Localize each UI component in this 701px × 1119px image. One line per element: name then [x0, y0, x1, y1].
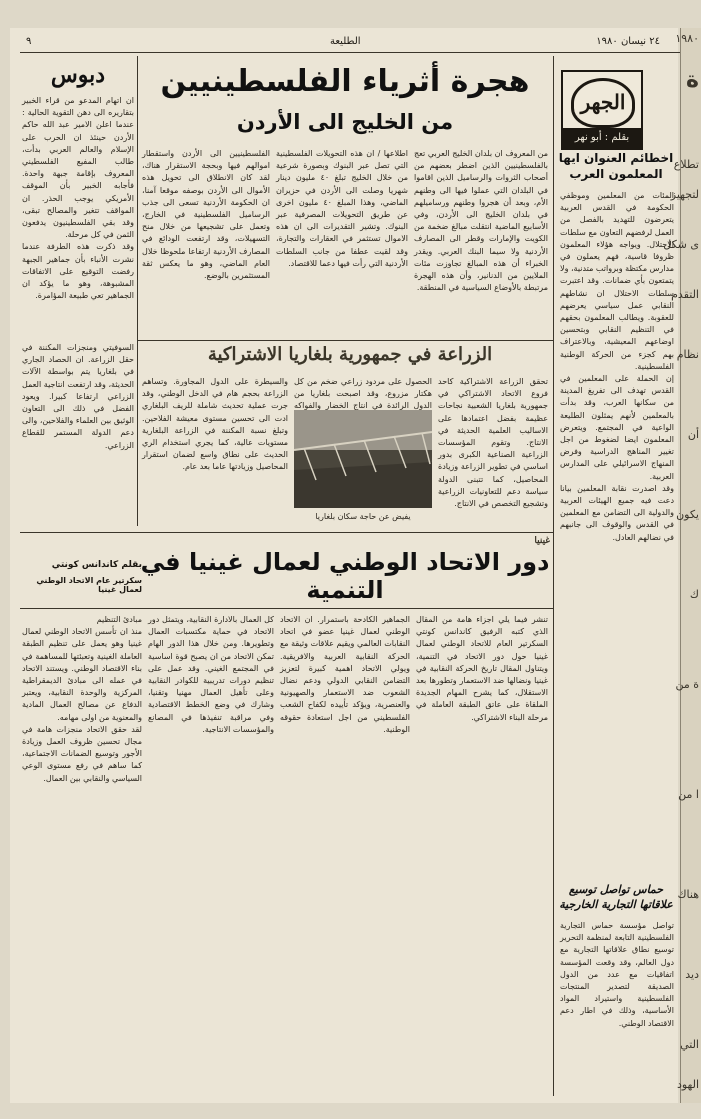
agri-col-mid: الحصول على مردود زراعي ضخم من كل هكتار مزروع، وقد اصبحت بلغاريا من الدول الرائدة في انتاج الخضار والفواكه [294, 377, 432, 411]
guinea-headline: دور الاتحاد الوطني لعمال غينيا في التنمية [140, 548, 550, 604]
edge-date: ١٩٨٠ [675, 32, 699, 45]
hijra-headline: هجرة أثرياء الفلسطينيين [160, 64, 530, 99]
edge-fragment: أن [687, 428, 699, 441]
dabous-text: ان اتهام المدعو من قراء الخبير بتقاريره الى دهن التقوية الحالية : عندما اعلن الامير عبد الله حاكم الأردن حينئذ ان الحرب على الإسلام والعالم العربي بدأت، طالب المفيع الفلسطيني المعروف بإقامة جبهة واحدة. فأجابه الخبير بأن الموقف الأمريكي يوجب الحذر. ان المواقف تتغير والمصالح تبقى، وقد بقي الفلسطينيون يدفعون الثمن في كل مرحلة. وقد ذكرت هذه الطرفة عندما نشرت الأنباء بأن جماهير الجبهة رفضت التوقيع على الاتفاقات المشبوهة، وهو ما يؤكد ان الجماهير تعي طبيعة المؤامرة. [22, 96, 134, 301]
dabous-title: دبوس [50, 62, 106, 88]
edge-fragment: يكون [676, 508, 699, 521]
agri-col-right: تحقق الزراعة الاشتراكية كاحد فروع الاتحاد الاشتراكي في جمهورية بلغاريا الشعبية نجاحات عظيمة بفضل اعتمادها على الاساليب العلمية الحديثة في الانتاج. وتقوم المؤسسات الزراعية الصناعية الكبرى بدور اساسي في تطوير الزراعة وزيادة المحاصيل، كما تتبنى الدولة سياسة دعم للتعاونيات الزراعية وتشجيع التخصص في الانتاج. [438, 377, 548, 509]
guinea-byline: بقلم كاندانس كونتي [51, 560, 142, 570]
edge-fragment: نظام [676, 348, 699, 361]
section-rule [20, 608, 553, 609]
logo-byline: بقلم : أبو نهر [563, 128, 641, 148]
edge-fragment: ى شكل [663, 238, 699, 251]
irrigation-photo-drawing [294, 410, 432, 508]
guinea-col-2: كل العمال بالادارة النقابية، ويتمثل دور الاتحاد في حماية مكتسبات العمال وتطويرها. ومن خلال هذا الدور الهام تمكن الاتحاد من ان يصبح قوة اساسية في المجتمع الغيني. وقد عمل على تنظيم دورات تدريبية للكوادر النقابية وعلى تأهيل العمال مهنيا وتقنيا، وشارك في وضع الخطط الاقتصادية وفي مراقبة تنفيذها في المصانع والمؤسسات الانتاجية. [148, 615, 274, 734]
hijra-subheadline: من الخليج الى الأردن [236, 110, 454, 134]
guinea-byline-role: سكرتير عام الاتحاد الوطني لعمال غينيا [36, 576, 142, 594]
agri-col-extra: السوفيتي ومنجزات المكننة في حقل الزراعة. ان الحصاد الجاري في بلغاريا يتم بواسطة الآلات الحديثة، وقد ارتفعت انتاجية العمل الزراعي ارتفاعا كبيرا. ويعود الفضل في ذلك الى التعاون الوثيق بين العلماء والفلاحين، والى دعم الدولة المستمر للقطاع الزراعي. [22, 343, 134, 450]
issue-date: ٢٤ نيسان ١٩٨٠ [596, 36, 660, 47]
column-logo [561, 70, 643, 150]
section-rule [138, 340, 553, 341]
logo-mark: الجهر [571, 78, 635, 128]
hijra-col-left: الفلسطينيين الى الأردن واستقطار اموالهم فيها وبحجة الاستقرار هناك، لقد كان الانطلاق الى تحويل هذه الأموال الى الأردن بوصفه موقعا آمنا، ان الحكومة الأردنية تسعى الى جذب الرساميل الفلسطينية في الخارج، وتعمل على تشجيعها من خلال منح التسهيلات، وقد ارتفعت الودائع في المصارف الأردنية ارتفاعا ملحوظا خلال العام الماضي، وهو ما يعكس ثقة المستثمرين بالوضع. [142, 149, 270, 281]
edge-fragment: تطلاع [673, 158, 699, 171]
hijra-col-mid: اطلاعها / ان هذه التحويلات الفلسطينية التي تصل عبر البنوك وبصورة شرعية من خلال الخليج تبلغ ٤٠ مليون دينار شهريا وصلت الى الأردن في حزيران الماضي، وهذا المبلغ ٤٠ مليون اخرى عن طريق التحويلات المصرفية عبر البنوك. وتشير التقديرات الى ان هذه الاموال تستثمر في العقارات والتجارة، وقد لقيت عطفا من جانب السلطات الأردنية التي رأت فيها دعما للاقتصاد. [276, 149, 408, 268]
column-rule [137, 56, 138, 526]
agri-col-left: والسيطرة على الدول المجاورة. وتساهم الزراعة بحجم هام في الدخل الوطني، وقد جرت عملية تحديث شاملة للريف البلغاري ادت الى تحسين مستوى معيشة الفلاحين. وتبلغ نسبة المكننة في الزراعة البلغارية مستويات عالية، كما يجري استخدام الري الحديث على نطاق واسع لضمان استقرار المحاصيل وزيادتها عاما بعد عام. [142, 377, 288, 472]
guinea-col-1: مبادئ التنظيم منذ ان تأسس الاتحاد الوطني لعمال غينيا وهو يعمل على تنظيم الطبقة العاملة الغينية وتعبئتها للمساهمة في بناء الاقتصاد الوطني. ويستند الاتحاد في عمله الى مبادئ الديمقراطية المركزية والوحدة النقابية، ويعتبر الدفاع عن مصالح العمال المادية والمعنوية من اولى مهامه. لقد حقق الاتحاد منجزات هامة في مجال تحسين ظروف العمل وزيادة الأجور وتوسيع الضمانات الاجتماعية، كما ساهم في رفع مستوى الوعي السياسي والنقابي بين العمال. [22, 615, 142, 783]
irrigation-photo [294, 410, 432, 508]
hijra-col-right: من المعروف ان بلدان الخليج العربي تعج بالفلسطينيين الذين اضطر بعضهم من أصحاب الثروات والرساميل الذين اقاموا في البلدان التي عملوا فيها الى وطنهم الأم، وبعد أن هجروا وطنهم ورساميلهم في بلدان الخليج الى الأردن، وفي الأسابيع الماضية انتقلت مبالغ ضخمة من الكويت والإمارات وقطر الى المصارف الأردنية ولا سيما البنك العربي. ويقدر الخبراء أن هذه المبالغ تجاوزت مئات الملايين من الدنانير، وأن هذه الهجرة مرتبطة بالأوضاع السياسية في المنطقة. [414, 149, 548, 293]
edge-fragment: التقدم [671, 288, 699, 301]
edge-fragment: ديد [685, 968, 699, 981]
edge-fragment: ة من [675, 678, 699, 691]
page-header [20, 28, 680, 53]
edge-fragment: الهود [676, 1078, 699, 1091]
section-mark: غينيا [534, 536, 550, 546]
column-rule [553, 56, 554, 1096]
edge-letter: ة [686, 68, 699, 93]
teachers-text: المئات من المعلمين وموظفي الحكومة في القدس العربية يتعرضون للتهديد بالفصل من العمل لرفضهم التعاون مع سلطات الاحتلال. ويواجه هؤلاء المعلمون ظروفا قاسية، فهم يعملون في مدارس مكتظة وبرواتب متدنية، ولا يتمتعون بأي ضمانات. وقد اعتبرت سلطات الاحتلال ان نشاطهم النقابي عمل سياسي يعرضهم للعقوبة. ويطالب المعلمون بحقهم في التنظيم النقابي وبتحسين اوضاعهم المعيشية، وبالاعتراف بهم كجزء من الحركة الوطنية الفلسطينية. إن الحملة على المعلمين في القدس تهدف الى تفريغ المدينة من سكانها العرب، وقد بدأت بالمعلمين لأنهم يمثلون الطليعة الواعية في المجتمع. ويتعرض المعلمون ايضا لضغوط من اجل تغيير المناهج الدراسية وفرض المنهاج الاسرائيلي على المدارس العربية. وقد اصدرت نقابة المعلمين بيانا دعت فيه جميع الهيئات العربية والدولية الى التضامن مع المعلمين في القدس والوقوف الى جانبهم في نضالهم العادل. [560, 191, 674, 542]
edge-fragment: ا من [678, 788, 699, 801]
section-name: الطليعة [330, 36, 361, 47]
photo-caption: يفيض عن حاجة سكان بلغاريا [315, 512, 411, 521]
adjacent-page-edge [663, 28, 701, 1103]
page-number: ٩ [26, 36, 32, 47]
guinea-col-3: الجماهير الكادحة باستمرار. ان الاتحاد الوطني لعمال غينيا عضو في اتحاد النقابات العالمي ويقيم علاقات وثيقة مع الحركة النقابية العربية والافريقية. ويولي الاتحاد اهمية كبيرة لتعزيز التضامن النقابي الدولي ودعم نضال الشعوب ضد الاستعمار والصهيونية والعنصرية، ويؤكد تأييده لكفاح الشعب الفلسطيني من اجل استعادة حقوقه الوطنية. [280, 615, 410, 734]
hamas-text: تواصل مؤسسة حماس التجارية الفلسطينية التابعة لمنظمة التحرير توسيع نطاق علاقاتها التجارية مع دول العالم، وقد وقعت المؤسسة اتفاقيات مع عدد من الدول الصديقة لتصدير المنتجات الفلسطينية واستيراد المواد الأساسية، وذلك في اطار دعم الاقتصاد الوطني. [560, 921, 674, 1028]
edge-fragment: لتجهيز [670, 188, 699, 201]
edge-fragment: هناك [677, 888, 699, 901]
section-rule [20, 532, 553, 533]
hamas-headline: حماس تواصل توسيع علاقاتها التجارية الخارجية [559, 883, 673, 911]
agri-headline: الزراعة في جمهورية بلغاريا الاشتراكية [207, 344, 493, 365]
teachers-headline: اخطائم العنوان ايها المعلمون العرب [558, 151, 674, 181]
edge-fragment: ك [689, 588, 699, 601]
guinea-col-4: تنشر فيما يلي اجزاء هامة من المقال الذي كتبه الرفيق كاندانس كونتي السكرتير العام للاتحاد الوطني لعمال غينيا حول دور الاتحاد في التنمية، ويتناول المقال تاريخ الحركة النقابية في غينيا ونضالها ضد الاستعمار وتطورها بعد الاستقلال، كما يشرح المهام الجديدة الملقاة على عاتق الطبقة العاملة في مرحلة البناء الاشتراكي. [416, 615, 548, 722]
edge-fragment: التي [680, 1038, 699, 1051]
